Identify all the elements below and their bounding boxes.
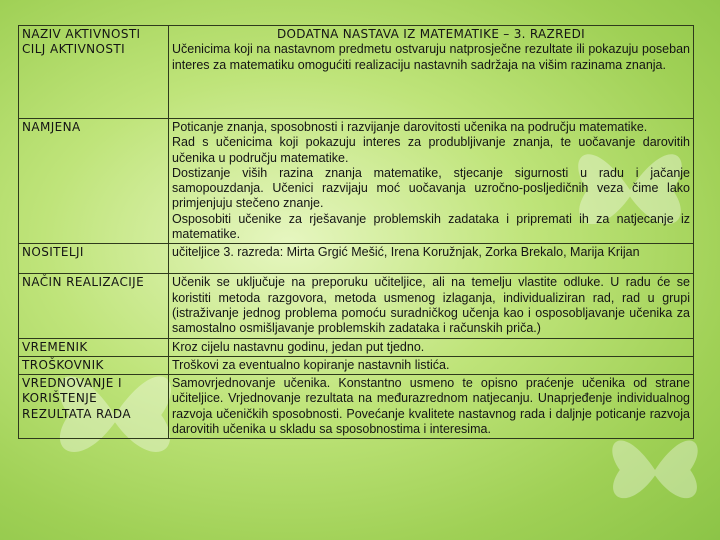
label-nositelji: NOSITELJI	[19, 244, 169, 274]
namjena-paragraph: Poticanje znanja, sposobnosti i razvijanje darovitosti učenika na području matematike.	[172, 120, 648, 134]
label-cell-naziv-cilj	[19, 26, 169, 119]
label-naziv: NAZIV AKTIVNOSTI	[22, 27, 141, 41]
table-row-namjena	[19, 119, 694, 244]
value-cell-namjena	[169, 119, 694, 244]
nositelji-text: učiteljice 3. razreda: Mirta Grgić Mešić, Irena Koružnjak, Zorka Brekalo, Marija Krijan	[169, 244, 694, 274]
value-cell-naziv-cilj	[169, 26, 694, 119]
vrednovanje-text: Samovrjednovanje učenika. Konstantno usmeno te opisno praćenje učenika od strane učiteljice. Vrjednovanje rezultata na međurazrednom natjecanju. Unaprjeđenje individualnog razvoja učeničkih sposobnosti. Povećanje kvalitete nastavnog rada i daljnje poticanje razvoja darovitih učenika u skladu sa sposobnostima i interesima.	[169, 375, 694, 439]
namjena-paragraph: Rad s učenicima koji pokazuju interes za produbljivanje znanja, te uočavanje darovitih učenika u području matematike.	[172, 135, 690, 165]
label-vrednovanje-line: REZULTATA RADA	[22, 406, 131, 421]
activity-title: DODATNA NASTAVA IZ MATEMATIKE – 3. RAZREDI	[277, 27, 585, 41]
label-vremenik: VREMENIK	[19, 338, 169, 356]
activity-plan-table	[18, 25, 694, 439]
troskovnik-text: Troškovi za eventualno kopiranje nastavnih listića.	[169, 356, 694, 374]
table-row-vrednovanje	[19, 375, 694, 439]
label-nacin: NAČIN REALIZACIJE	[19, 274, 169, 338]
table-row-nacin	[19, 274, 694, 338]
label-namjena: NAMJENA	[19, 119, 169, 244]
label-cell-vrednovanje	[19, 375, 169, 439]
table-row-troskovnik	[19, 356, 694, 374]
cilj-text: Učenicima koji na nastavnom predmetu ostvaruju natprosječne rezultate ili pokazuju poseban interes za matematiku omogućiti realizaciju nastavnih sadržaja na višim razinama znanja.	[172, 42, 690, 72]
label-troskovnik: TROŠKOVNIK	[19, 356, 169, 374]
vremenik-text: Kroz cijelu nastavnu godinu, jedan put tjedno.	[169, 338, 694, 356]
table-row-header	[19, 26, 694, 119]
label-vrednovanje-line: KORIŠTENJE	[22, 391, 98, 406]
label-vrednovanje-line: VREDNOVANJE I	[22, 376, 122, 391]
nacin-text: Učenik se uključuje na preporuku učiteljice, ali na temelju vlastite odluke. U radu će se koristiti metoda razgovora, metoda usmenog izlaganja, individualiziran rad, rad u grupi (istraživanje jednog problema pomoću suradničkog učenja kao i osposobljavanje učenika za samostalno osmišljavanje problemskih zadataka i računskih priča.)	[169, 274, 694, 338]
table-row-nositelji	[19, 244, 694, 274]
label-cilj: CILJ AKTIVNOSTI	[22, 42, 126, 57]
namjena-paragraph: Dostizanje viših razina znanja matematike, stjecanje sigurnosti u radu i jačanje samopouzdanja. Učenici razvijaju moć uočavanja uzročno-posljedičnih veza čime lako primjenjuju stečeno znanje.	[172, 165, 690, 211]
namjena-paragraph: Osposobiti učenike za rješavanje problemskih zadataka i pripremati ih za natjecanje iz matematike.	[172, 211, 690, 242]
table-row-vremenik	[19, 338, 694, 356]
